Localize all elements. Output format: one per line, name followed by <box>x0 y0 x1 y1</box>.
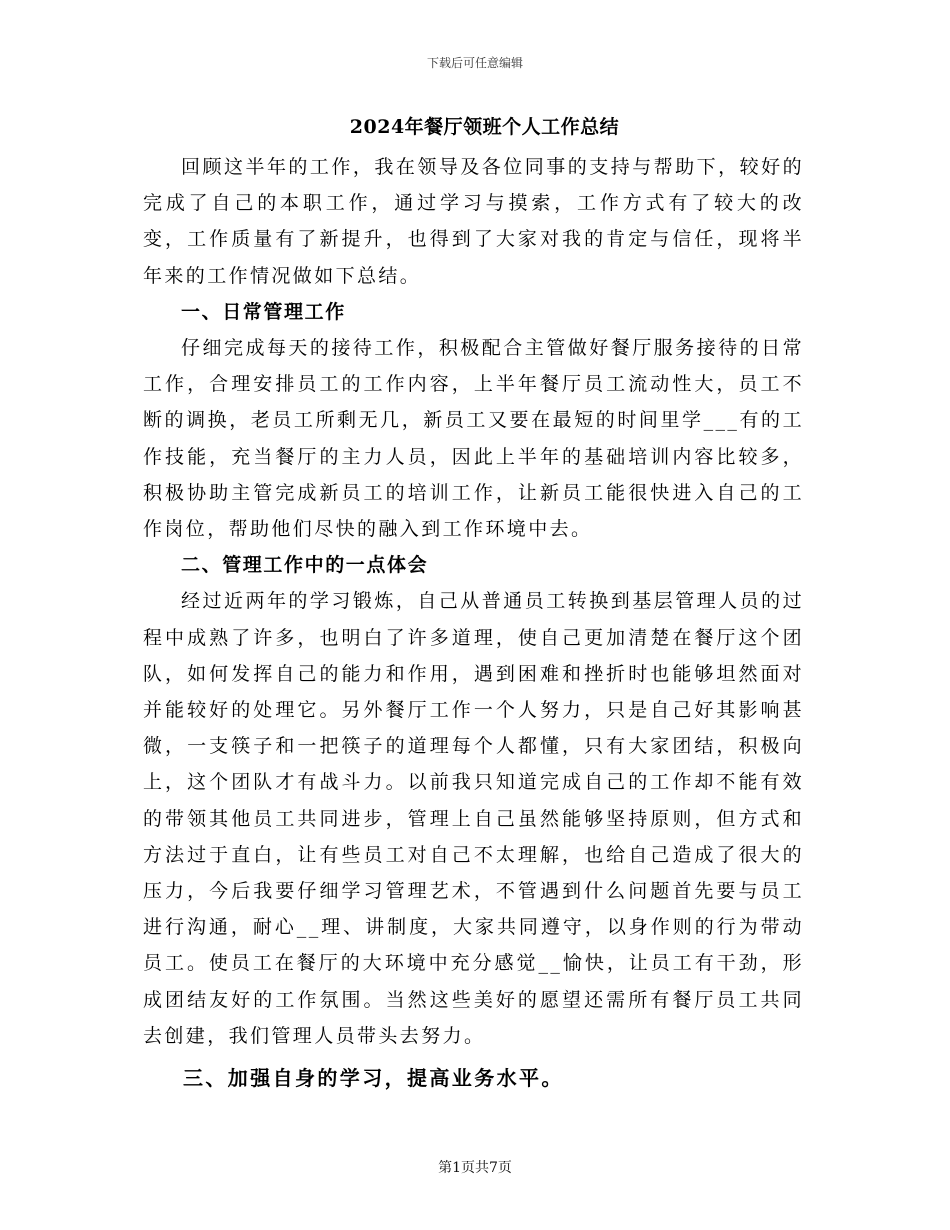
document-body <box>143 112 804 1096</box>
header-note: 下载后可任意编辑 <box>426 56 523 70</box>
section-heading-1: 一、日常管理工作 <box>181 300 346 323</box>
document-title: 2024年餐厅领班个人工作总结 <box>349 116 620 138</box>
section-body-1: 仔细完成每天的接待工作，积极配合主管做好餐厅服务接待的日常工作，合理安排员工的工作内容，上半年餐厅员工流动性大，员工不断的调换，老员工所剩无几，新员工又要在最短的时间里学___有的工作技能，充当餐厅的主力人员，因此上半年的基础培训内容比较多，积极协助主管完成新员工的培训工作，让新员工能很快进入自己的工作岗位，帮助他们尽快的融入到工作环境中去。 <box>143 337 804 541</box>
section-heading-3: 三、加强自身的学习，提高业务水平。 <box>183 1066 564 1091</box>
page-number: 第1页共7页 <box>438 1160 512 1176</box>
section-heading-2: 二、管理工作中的一点体会 <box>181 554 429 577</box>
intro-paragraph: 回顾这半年的工作，我在领导及各位同事的支持与帮助下，较好的完成了自己的本职工作，通过学习与摸索，工作方式有了较大的改变，工作质量有了新提升，也得到了大家对我的肯定与信任，现将半年来的工作情况做如下总结。 <box>143 156 804 287</box>
section-body-2: 经过近两年的学习锻炼，自己从普通员工转换到基层管理人员的过程中成熟了许多，也明白了许多道理，使自己更加清楚在餐厅这个团队，如何发挥自己的能力和作用，遇到困难和挫折时也能够坦然面对并能较好的处理它。另外餐厅工作一个人努力，只是自己好其影响甚微，一支筷子和一把筷子的道理每个人都懂，只有大家团结，积极向上，这个团队才有战斗力。以前我只知道完成自己的工作却不能有效的带领其他员工共同进步，管理上自己虽然能够坚持原则，但方式和方法过于直白，让有些员工对自己不太理解，也给自己造成了很大的压力，今后我要仔细学习管理艺术，不管遇到什么问题首先要与员工进行沟通，耐心__理、讲制度，大家共同遵守，以身作则的行为带动员工。使员工在餐厅的大环境中充分感觉__愉快，让员工有干劲，形成团结友好的工作氛围。当然这些美好的愿望还需所有餐厅员工共同去创建，我们管理人员带头去努力。 <box>143 590 804 1047</box>
